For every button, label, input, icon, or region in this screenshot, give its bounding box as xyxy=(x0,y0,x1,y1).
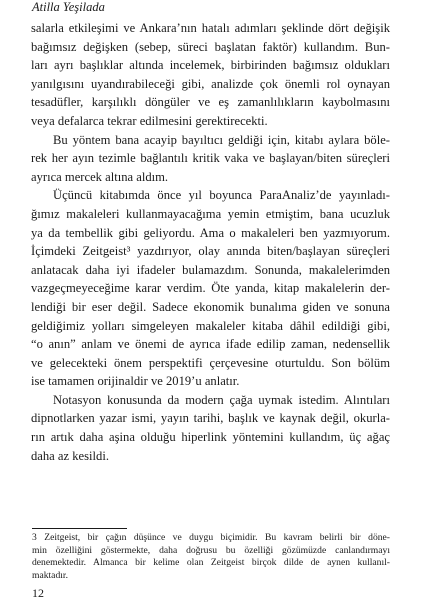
running-head: Atilla Yeşilada xyxy=(32,0,105,14)
text-line: daha az kesildi. xyxy=(31,448,109,463)
text-line: geldiğimiz yolları simgeleyen makaleler kitaba dâhil edildiği gibi, xyxy=(31,318,390,333)
text-line: rın artık daha aşina olduğu hiperlink yöntemini kullandım, üç ağaç xyxy=(31,430,390,445)
text-line: Üçüncü kitabımda önce yıl boyunca ParaAnaliz’de yayınladı- xyxy=(53,188,390,203)
page-number: 12 xyxy=(32,586,44,600)
text-line: ayrıca mercek altına aldım. xyxy=(31,169,169,184)
text-line: Bu yöntem bana acayip bayıltıcı geldiği için, kitabı aylara böle- xyxy=(53,132,390,147)
text-line: İçimdeki Zeitgeist³ yazdırıyor, olay anında biten/başlayan süreçleri xyxy=(31,244,390,259)
body-text xyxy=(31,19,390,465)
footnote-line: min özelliğini göstermekte, daha doğrusu bu özelliği gözümüzde canlandırmayı xyxy=(32,544,390,556)
text-line: “o anın” anlam ve önemi de ayrıca ifade edilip zaman, nedensellik xyxy=(31,337,390,352)
text-line: Notasyon konusunda da modern çağa uymak istedim. Alıntıları xyxy=(53,392,390,407)
text-line: ise tamamen orijinaldir ve 2019’u anlatır. xyxy=(31,374,240,389)
text-line: salarla etkileşimi ve Ankara’nın hatalı adımları şeklinde dört değişik xyxy=(31,21,390,35)
text-line: ya da tembellik gibi geliyordu. Ama o makaleleri ben yazmıyorum. xyxy=(31,225,390,240)
text-line: lendiği bir eser değil. Sadece ekonomik bunalıma giden ve sonuna xyxy=(31,299,390,314)
text-line: dipnotlarken yazar ismi, yayın tarihi, başlık ve kaynak değil, okurla- xyxy=(31,411,390,426)
text-line: anlatacak daha iyi ifadeler bulamazdım. Sonunda, makalelerimden xyxy=(31,262,390,277)
text-line: yanılgısını uyandırabileceği gibi, analizde çok önemli rol oynayan xyxy=(31,76,390,91)
text-line: veya defalarca tekrar edilmesini gerektirecekti. xyxy=(31,113,268,128)
footnote-divider xyxy=(32,528,127,529)
text-line: ları ayrı başlıklar altında incelemek, birbirinden bağımsız oldukları xyxy=(31,58,390,73)
text-line: bağımsız değişken (sebep, süreci başlatan faktör) kullandım. Bun- xyxy=(31,39,390,54)
footnote-line: maktadır. xyxy=(32,569,68,581)
text-line: rek her ayın tezimle bağlantılı kritik vaka ve başlayan/biten süreçleri xyxy=(31,151,390,166)
text-line: tesadüfler, karşılıklı döngüler ve eş zamanlılıkların kaybolmasını xyxy=(31,95,390,110)
text-line: ve gelecekteki önem perspektifi çerçevesine oturtuldu. Son bölüm xyxy=(31,355,390,370)
footnote-line: 3 Zeitgeist, bir çağın düşünce ve duygu biçimidir. Bu kavram belirli bir döne- xyxy=(32,532,390,543)
footnote xyxy=(32,532,390,582)
text-line: vazgeçmeyeceğime karar verdim. Öte yanda, kitap makalelerin der- xyxy=(31,281,390,296)
footnote-line: denemektedir. Almanca bir kelime olan Zeitgeist birçok dilde de aynen kullanıl- xyxy=(32,557,390,569)
text-line: ğımız makaleleri kullanmayacağıma yemin etmiştim, bana ucuzluk xyxy=(31,206,390,221)
